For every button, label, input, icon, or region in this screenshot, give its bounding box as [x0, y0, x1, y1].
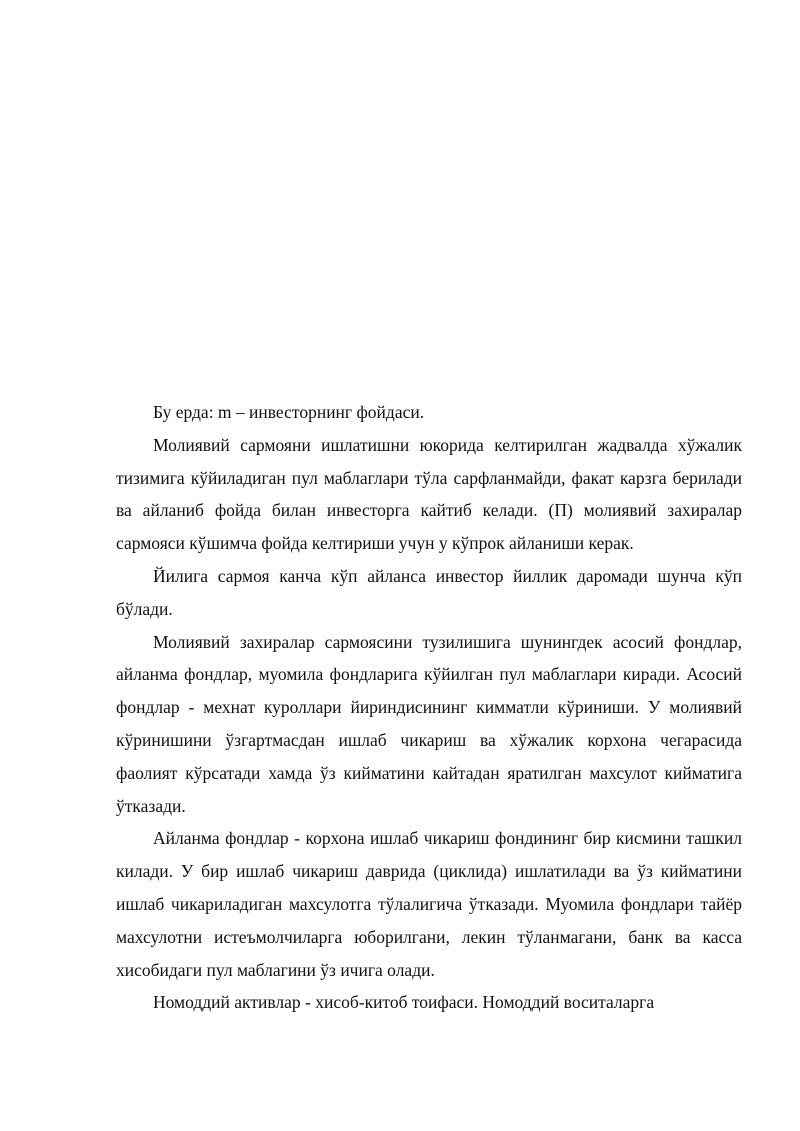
paragraph-intangible-assets: Номоддий активлар - хисоб-китоб тоифаси. Номоддий воситаларга	[153, 992, 655, 1013]
paragraph-annual-turnover: Йилига сармоя канча кўп айланса инвестор йиллик даромади шунча кўп бўлади.	[116, 565, 742, 619]
paragraph-working-funds: Айланма фондлар - корхона ишлаб чикариш фондининг бир кисмини ташкил килади. У бир ишлаб чикариш даврида (циклида) ишлатилади ва ўз кийматини ишлаб чикариладиган махсулотга тўлалигича ўтказади. Муомила фондлари тайёр махсулотни истеъмолчиларга юборилгани, лекин тўланмагани, банк ва касса хисобидаги пул маблагини ўз ичига олади.	[116, 828, 742, 980]
body-text	[116, 396, 742, 1019]
paragraph-financial-capital-usage: Молиявий сармояни ишлатишни юкорида келтирилган жадвалда хўжалик тизимига кўйиладиган пул маблаглари тўла сарфланмайди, факат карзга берилади ва айланиб фойда билан инвесторга кайтиб келади. (П) молиявий захиралар сармояси кўшимча фойда келтириши учун у кўпрок айланиши керак.	[116, 434, 742, 554]
paragraph-capital-structure: Молиявий захиралар сармоясини тузилишига шунингдек асосий фондлар, айланма фондлар, муомила фондларига кўйилган пул маблаглари киради. Асосий фондлар - мехнат куроллари йириндисининг кимматли кўриниши. У молиявий кўринишини ўзгартмасдан ишлаб чикариш ва хўжалик корхона чегарасида фаолият кўрсатади хамда ўз кийматини кайтадан яратилган махсулот кийматига ўтказади.	[116, 631, 742, 816]
paragraph-formula-note: Бу ерда: m – инвесторнинг фойдаси.	[153, 402, 425, 422]
